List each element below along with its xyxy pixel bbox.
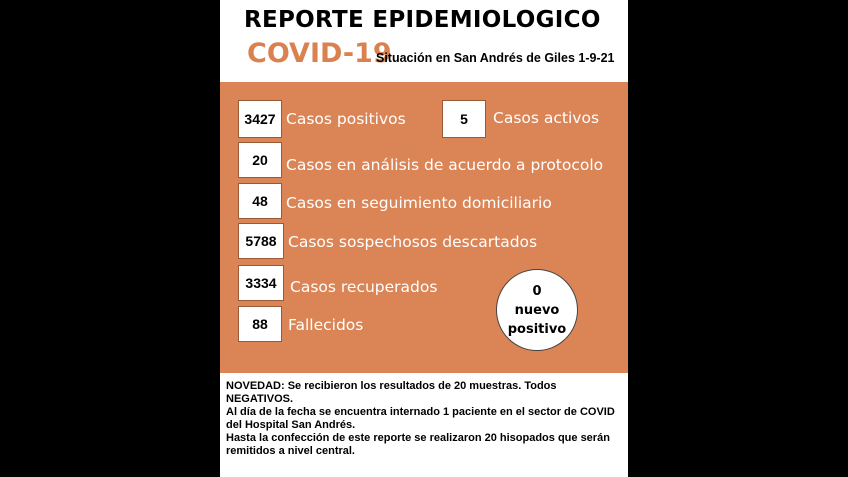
descartados-label: Casos sospechosos descartados — [288, 233, 538, 251]
nuevo-positivo-value: 0 — [532, 283, 542, 299]
activos-value: 5 — [442, 100, 486, 138]
covid-heading: COVID-19 — [247, 38, 392, 69]
nuevo-text: nuevo — [514, 302, 560, 318]
fallecidos-value: 88 — [238, 306, 282, 342]
recuperados-label: Casos recuperados — [290, 278, 438, 296]
situation-date: Situación en San Andrés de Giles 1-9-21 — [376, 51, 615, 65]
report-sheet — [220, 0, 628, 477]
activos-label: Casos activos — [493, 109, 600, 127]
note-internado: Al día de la fecha se encuentra internado 1 paciente en el sector de COVID del Hospital San Andrés. — [226, 406, 615, 431]
seguimiento-value: 48 — [238, 183, 282, 219]
note-hisopados: Hasta la confección de este reporte se realizaron 20 hisopados que serán remitidos a nivel central. — [226, 432, 610, 457]
positivos-value: 3427 — [238, 100, 282, 138]
analisis-label: Casos en análisis de acuerdo a protocolo — [286, 156, 604, 174]
recuperados-value: 3334 — [238, 265, 284, 301]
nuevo-positivo-badge — [496, 269, 578, 351]
analisis-value: 20 — [238, 142, 282, 178]
note-novedad: NOVEDAD: Se recibieron los resultados de 20 muestras. Todos NEGATIVOS. — [226, 380, 557, 405]
positivo-text: positivo — [507, 321, 567, 337]
stats-panel — [220, 82, 628, 373]
positivos-label: Casos positivos — [286, 110, 406, 128]
descartados-value: 5788 — [238, 223, 284, 259]
fallecidos-label: Fallecidos — [288, 316, 364, 334]
news-notes — [226, 380, 622, 458]
report-title: REPORTE EPIDEMIOLOGICO — [244, 7, 601, 33]
seguimiento-label: Casos en seguimiento domiciliario — [286, 194, 552, 212]
